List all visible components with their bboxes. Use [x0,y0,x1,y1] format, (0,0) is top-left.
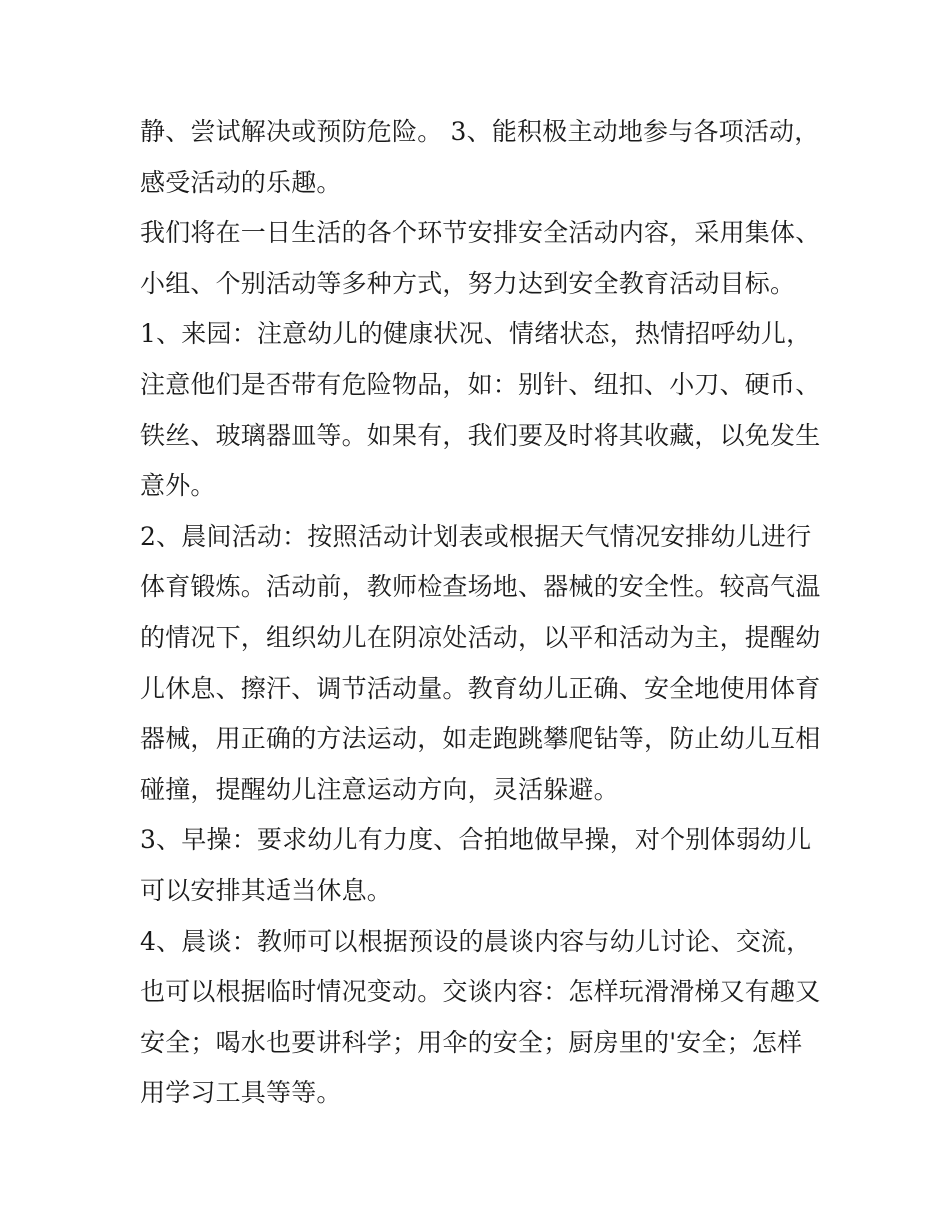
text-line: 用学习工具等等。 [140,1078,342,1108]
text-line: 儿休息、擦汗、调节活动量。教育幼儿正确、安全地使用体育 [140,673,821,703]
text-line: 的情况下，组织幼儿在阴凉处活动，以平和活动为主，提醒幼 [140,622,821,652]
text-line: 1、来园：注意幼儿的健康状况、情绪状态，热情招呼幼儿， [140,319,812,349]
text-line: 也可以根据临时情况变动。交谈内容：怎样玩滑滑梯又有趣又 [140,977,821,1007]
text-line: 静、尝试解决或预防危险。 3、能积极主动地参与各项活动， [140,117,820,146]
text-line: 感受活动的乐趣。 [140,167,342,197]
text-line: 注意他们是否带有危险物品，如：别针、纽扣、小刀、硬币、 [140,369,821,399]
text-line: 可以安排其适当休息。 [140,875,393,905]
text-line: 意外。 [140,471,216,501]
text-line: 体育锻炼。活动前，教师检查场地、器械的安全性。较高气温 [140,572,821,602]
text-line: 器械，用正确的方法运动，如走跑跳攀爬钻等，防止幼儿互相 [140,724,821,754]
text-line: 安全；喝水也要讲科学；用伞的安全；厨房里的'安全；怎样 [140,1027,803,1057]
document-body [140,107,820,1119]
text-line: 碰撞，提醒幼儿注意运动方向，灵活躲避。 [140,774,619,804]
text-line: 我们将在一日生活的各个环节安排安全活动内容，采用集体、 [140,218,821,248]
text-line: 铁丝、玻璃器皿等。如果有，我们要及时将其收藏，以免发生 [140,420,821,450]
text-line: 小组、个别活动等多种方式，努力达到安全教育活动目标。 [140,268,796,298]
text-line: 4、晨谈：教师可以根据预设的晨谈内容与幼儿讨论、交流， [140,926,812,956]
text-line: 2、晨间活动：按照活动计划表或根据天气情况安排幼儿进行 [140,521,812,551]
text-line: 3、早操：要求幼儿有力度、合拍地做早操，对个别体弱幼儿 [140,825,812,855]
